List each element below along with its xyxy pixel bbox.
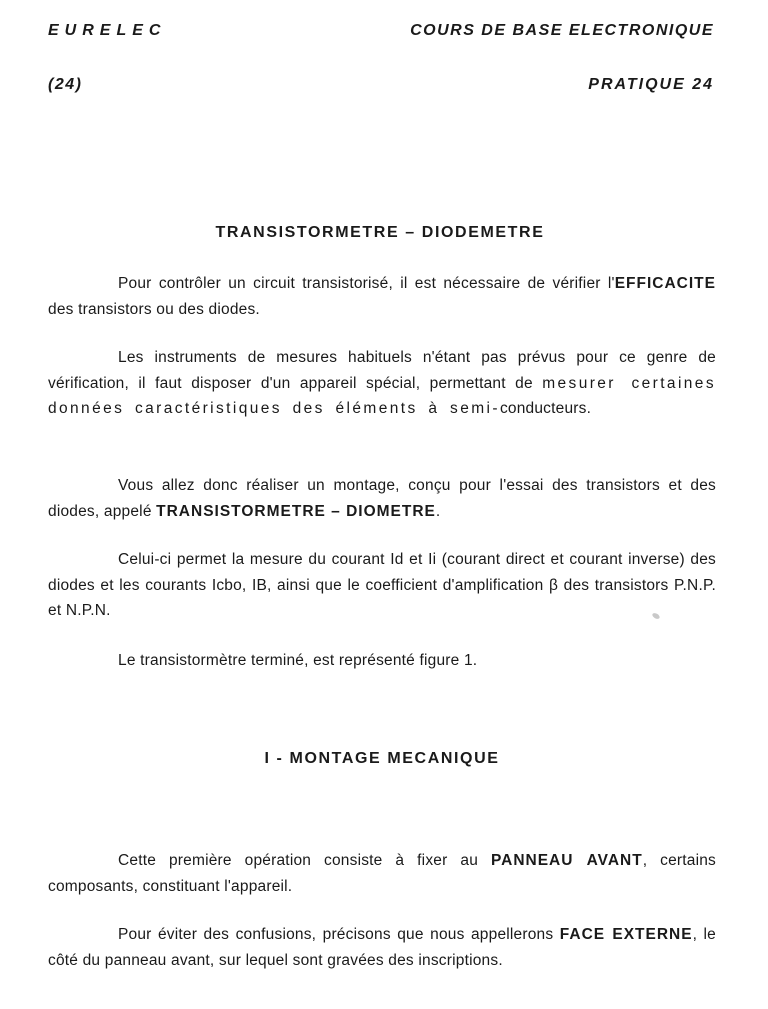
- paragraph-text-spaced: mesurer certaines données caractéristiques des éléments à semi-: [48, 374, 716, 417]
- paragraph-figure: Le transistormètre terminé, est représenté figure 1.: [118, 652, 478, 669]
- emphasis-text: EFFICACITE: [614, 275, 716, 292]
- paragraph-efficacite: [48, 271, 716, 322]
- emphasis-text: TRANSISTORMETRE – DIOMETRE: [156, 502, 436, 520]
- paragraph-text: Les instruments de mesures habituels n'étant pas prévus pour ce genre de vérification, il faut disposer d'un appareil spécial, permettant de: [48, 349, 716, 392]
- section-header: PRATIQUE 24: [588, 76, 714, 93]
- paragraph-text: , certains composants, constituant l'appareil.: [48, 852, 716, 895]
- paragraph-text: conducteurs.: [499, 400, 592, 417]
- paragraph-text: Vous allez donc réaliser un montage, conçu pour l'essai des transistors et des diodes, appelé: [48, 477, 716, 520]
- page-number: (24): [48, 76, 83, 93]
- course-header: COURS DE BASE ELECTRONIQUE: [410, 22, 714, 39]
- paragraph-mesure: Celui-ci permet la mesure du courant Id et Ii (courant direct et courant inverse) des diodes et les courants Icbo, IB, ainsi que le coefficient d'amplification β des transistors P.N.P. et N.P.N.: [48, 551, 716, 619]
- paragraph-text: Cette première opération consiste à fixer au: [118, 852, 491, 869]
- emphasis-text: PANNEAU AVANT: [490, 852, 643, 869]
- page-title: TRANSISTORMETRE – DIODEMETRE: [215, 224, 545, 241]
- paragraph-instruments: [48, 345, 716, 422]
- paragraph-text: Pour éviter des confusions, précisons que nous appellerons: [118, 926, 560, 943]
- paragraph-text: .: [435, 502, 441, 520]
- paragraph-text: des transistors ou des diodes.: [48, 300, 260, 318]
- emphasis-text: FACE EXTERNE: [559, 926, 693, 943]
- paragraph-montage: [48, 473, 716, 524]
- paragraph-text: , le côté du panneau avant, sur lequel sont gravées des inscriptions.: [48, 926, 716, 969]
- paragraph-panneau: [48, 848, 716, 899]
- brand-header: EURELEC: [48, 22, 167, 39]
- section-title: I - MONTAGE MECANIQUE: [264, 750, 500, 767]
- paragraph-text: Pour contrôler un circuit transistorisé, il est nécessaire de vérifier l': [118, 275, 615, 292]
- paragraph-face-externe: [48, 922, 716, 973]
